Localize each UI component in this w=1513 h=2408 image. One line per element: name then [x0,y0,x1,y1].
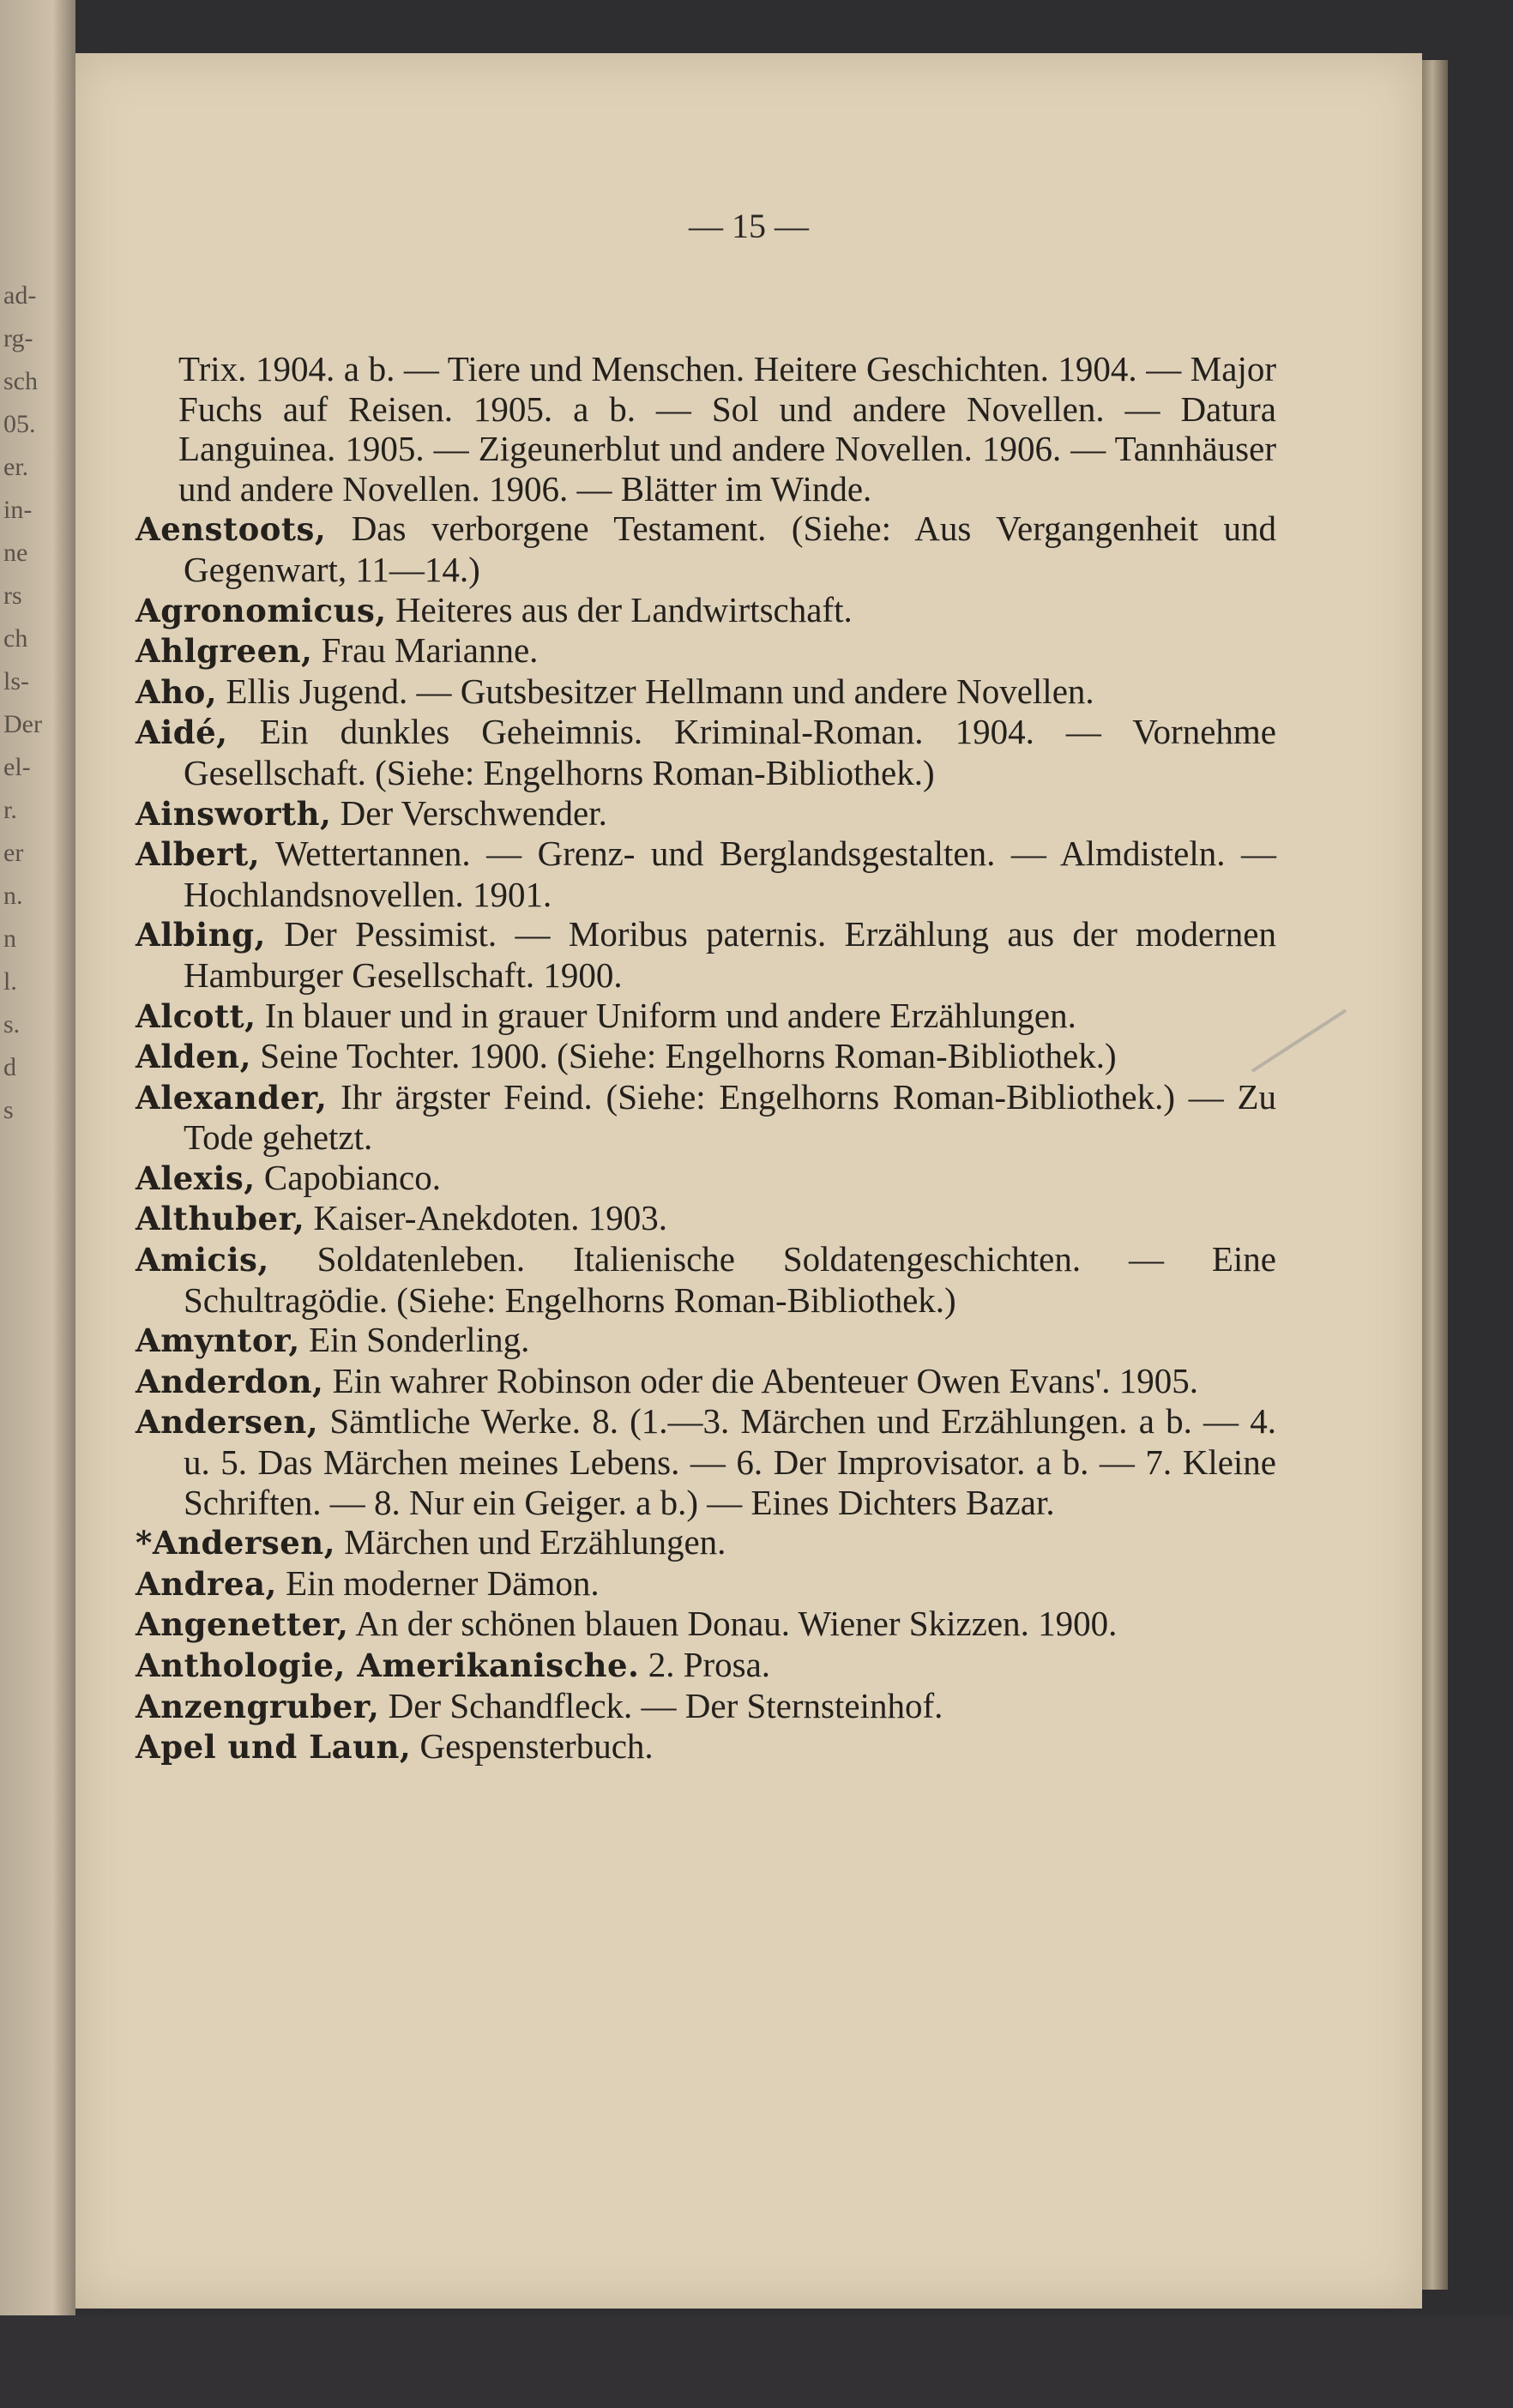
adjacent-page-fragment: rg- [3,324,33,352]
entry-author: Alcott, [136,996,256,1035]
adjacent-page-fragment: l. [3,967,17,996]
list-item [136,834,1276,914]
list-item [136,1198,1276,1239]
list-item [136,1645,1276,1686]
entry-text: Soldatenleben. Italienische Soldatengeschichten. — Eine Schultragödie. (Siehe: Engelhorns Roman-Bibliothek.) [184,1239,1277,1320]
entry-text: Capobianco. [263,1157,441,1197]
adjacent-page-fragment: s. [3,1010,21,1038]
list-item [136,1239,1276,1320]
entry-text: Seine Tochter. 1900. (Siehe: Engelhorns Roman-Bibliothek.) [260,1036,1117,1076]
list-item [136,671,1276,713]
list-item [136,793,1276,834]
adjacent-page-fragment: er [3,839,24,867]
entry-author: Aho, [136,672,218,711]
entry-text: 2. Prosa. [648,1645,771,1684]
entry-text: Der Pessimist. — Moribus paternis. Erzählung aus der modernen Hamburger Gesellschaft. 1900. [184,914,1276,995]
entry-author: Anthologie, Amerikanische. [136,1646,640,1684]
entry-author: Angenetter, [136,1605,349,1644]
adjacent-page-fragment: rs [3,581,22,610]
list-item [136,1726,1276,1767]
entry-text: Der Schandfleck. — Der Sternsteinhof. [388,1685,943,1725]
adjacent-page-fragment: s [3,1096,14,1124]
entry-author: Alden, [136,1038,251,1076]
list-item [136,1604,1276,1645]
entry-text: In blauer und in grauer Uniform und andere Erzählungen. [264,995,1076,1035]
list-item [136,590,1276,631]
entry-author: Andrea, [136,1564,277,1603]
book-page [75,53,1422,2309]
adjacent-page-fragment: in- [3,496,33,524]
adjacent-page-fragment: n [3,924,16,953]
list-item [136,712,1276,792]
entry-text: Gespensterbuch. [419,1726,654,1767]
adjacent-page-fragment: r. [3,796,17,824]
entry-text: Der Verschwender. [340,792,607,833]
entry-author: Althuber, [136,1200,305,1238]
entry-text: Ellis Jugend. — Gutsbesitzer Hellmann und andere Novellen. [226,671,1094,711]
adjacent-page-fragment: er. [3,453,29,481]
continuation-entry: Trix. 1904. a b. — Tiere und Menschen. Heitere Geschichten. 1904. — Major Fuchs auf Reisen. 1905. a b. — Sol und andere Novellen. — Datura Languinea. 1905. — Zigeunerblut und andere Novellen. 1906. — Tannhäuser und andere Novellen. 1906. — Blätter im Winde. [178,349,1276,509]
list-item [136,996,1276,1037]
list-item [136,1686,1276,1727]
entry-text: Ein moderner Dämon. [286,1562,600,1603]
entry-text: Kaiser-Anekdoten. 1903. [313,1198,667,1238]
entry-text: Ihr ärgster Feind. (Siehe: Engelhorns Roman-Bibliothek.) — Zu Tode gehetzt. [184,1076,1276,1158]
entry-author: Amyntor, [136,1321,300,1360]
adjacent-page-fragment: ch [3,624,28,653]
entry-text: Frau Marianne. [321,630,539,671]
entry-text: Wettertannen. — Grenz- und Berglandsgestalten. — Almdisteln. — Hochlandsnovellen. 1901. [184,834,1276,914]
list-item [136,914,1276,995]
scan-background [0,2315,1513,2408]
entry-text: Sämtliche Werke. 8. (1.—3. Märchen und Erzählungen. a b. — 4. u. 5. Das Märchen meines Lebens. — 6. Der Improvisator. a b. — 7. Kleine Schriften. — 8. Nur ein Geiger. a b.) — Eines Dichters Bazar. [184,1401,1277,1522]
list-item [136,1036,1276,1077]
adjacent-page-fragment: ad- [3,281,37,310]
entry-author: Aidé, [136,713,228,752]
adjacent-page-fragment: 05. [3,410,36,438]
adjacent-page-fragment: ls- [3,667,29,695]
entry-author: Alexis, [136,1159,256,1197]
entry-text: Das verborgene Testament. (Siehe: Aus Vergangenheit und Gegenwart, 11—14.) [184,509,1276,589]
entry-author: Ainsworth, [136,794,332,833]
bibliography-list [136,349,1276,1767]
entry-author: Amicis, [136,1241,269,1279]
entry-author: Aenstoots, [136,510,327,549]
adjacent-page-fragment: sch [3,367,38,395]
list-item [136,509,1276,589]
adjacent-page-fragment: n. [3,882,23,910]
entry-text: Ein Sonderling. [308,1320,530,1360]
entry-author: Alexander, [136,1078,328,1117]
adjacent-page-edge [0,0,75,2408]
entry-text: Ein wahrer Robinson oder die Abenteuer Owen Evans'. 1905. [332,1360,1198,1400]
entry-author: Albert, [136,835,261,874]
entry-author: Anderdon, [136,1362,324,1400]
entry-author: Anzengruber, [136,1687,380,1725]
list-item [136,1361,1276,1402]
list-item [136,1401,1276,1522]
adjacent-page-fragment: d [3,1053,16,1081]
entry-author: Ahlgreen, [136,632,313,671]
list-item [136,1077,1276,1158]
page-number: — 15 — [689,207,809,245]
entry-author: *Andersen, [136,1524,336,1562]
list-item [136,1563,1276,1604]
entry-author: Apel und Laun, [136,1728,412,1767]
entry-text: Ein dunkles Geheimnis. Kriminal-Roman. 1904. — Vornehme Gesellschaft. (Siehe: Engelhorns Roman-Bibliothek.) [184,712,1276,792]
entry-author: Albing, [136,916,266,954]
list-item [136,1158,1276,1199]
entry-author: Agronomicus, [136,591,387,629]
list-item [136,630,1276,671]
adjacent-page-fragment: ne [3,539,28,567]
entry-text: Heiteres aus der Landwirtschaft. [395,589,853,629]
entry-text: Märchen und Erzählungen. [344,1522,726,1562]
adjacent-page-fragment: el- [3,753,31,781]
list-item [136,1320,1276,1361]
entry-author: Andersen, [136,1403,319,1442]
list-item [136,1522,1276,1563]
entry-text: An der schönen blauen Donau. Wiener Skizzen. 1900. [355,1604,1118,1644]
page-edge-shadow [1422,60,1448,2290]
adjacent-page-fragment: Der [3,710,42,738]
